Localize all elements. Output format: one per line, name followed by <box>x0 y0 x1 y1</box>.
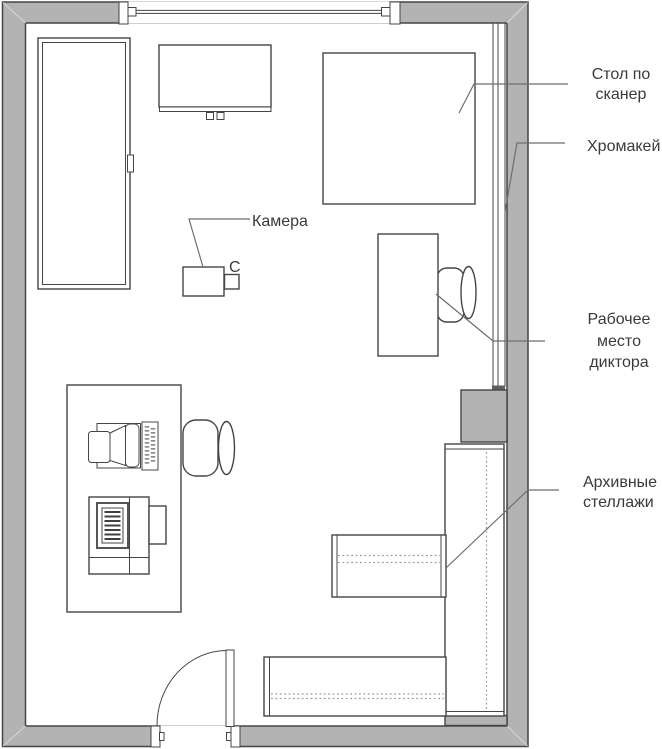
label-dictor-line2: место <box>597 333 641 350</box>
wall-column <box>461 390 507 442</box>
shelf-base-strip <box>445 716 507 726</box>
window-jamb-left <box>119 2 128 24</box>
label-scanner-table-line1: Стол по <box>591 66 651 83</box>
camera-body <box>183 267 224 296</box>
keyboard <box>142 422 158 470</box>
tv-stand-top <box>159 45 271 107</box>
label-scanner-table-line2: сканер <box>595 86 647 103</box>
window-opening <box>119 1 400 23</box>
printer <box>89 497 149 574</box>
scanner-table <box>323 53 475 204</box>
dictor-desk <box>378 234 438 356</box>
door-jamb-right-stop <box>227 733 232 741</box>
computer-chair-backrest <box>219 422 235 475</box>
computer-chair-seat <box>183 420 218 476</box>
tv-stand-foot-right <box>217 113 224 120</box>
tv-stand <box>159 45 271 120</box>
door-jamb-left-stop <box>160 733 165 741</box>
dictor-chair <box>437 267 476 323</box>
window-stop-right <box>382 8 391 17</box>
label-chromakey: Хромакей <box>587 138 661 155</box>
label-camera: Камера <box>252 213 308 230</box>
door-leaf <box>226 650 234 727</box>
monitor-back <box>89 432 111 463</box>
archive-shelf-tall <box>445 444 504 716</box>
monitor-bezel <box>126 424 140 467</box>
window-jamb-right <box>390 2 400 24</box>
door-jamb-right <box>231 726 240 747</box>
cabinet-outline <box>38 38 130 289</box>
label-archive-line1: Архивные <box>583 474 658 491</box>
window-stop-left <box>128 8 137 17</box>
label-dictor-line3: диктора <box>589 354 649 371</box>
tv-stand-foot-left <box>207 113 214 120</box>
archive-shelf-middle <box>332 535 446 597</box>
window <box>119 1 400 24</box>
monitor-body <box>110 426 126 466</box>
camera-lens <box>225 275 240 290</box>
label-dictor-line1: Рабочее <box>587 311 651 328</box>
door-jamb-left <box>151 726 160 747</box>
tv-stand-front-rail <box>160 107 272 112</box>
printer-side-table <box>149 506 166 544</box>
label-archive-line2: стеллажи <box>583 494 654 511</box>
archive-shelf-bottom <box>264 657 446 716</box>
keyboard-outline <box>142 422 158 470</box>
dictor-chair-backrest <box>461 267 476 319</box>
shelf-bottom-outline <box>264 657 446 716</box>
cabinet-handle <box>128 155 134 172</box>
shelf-middle-outline <box>332 535 446 597</box>
computer-chair <box>183 420 235 476</box>
shelf-tall-outline <box>445 444 504 716</box>
printer-tray-paper <box>105 512 121 539</box>
label-camera-marker: С <box>229 259 241 276</box>
cabinet <box>38 38 134 289</box>
